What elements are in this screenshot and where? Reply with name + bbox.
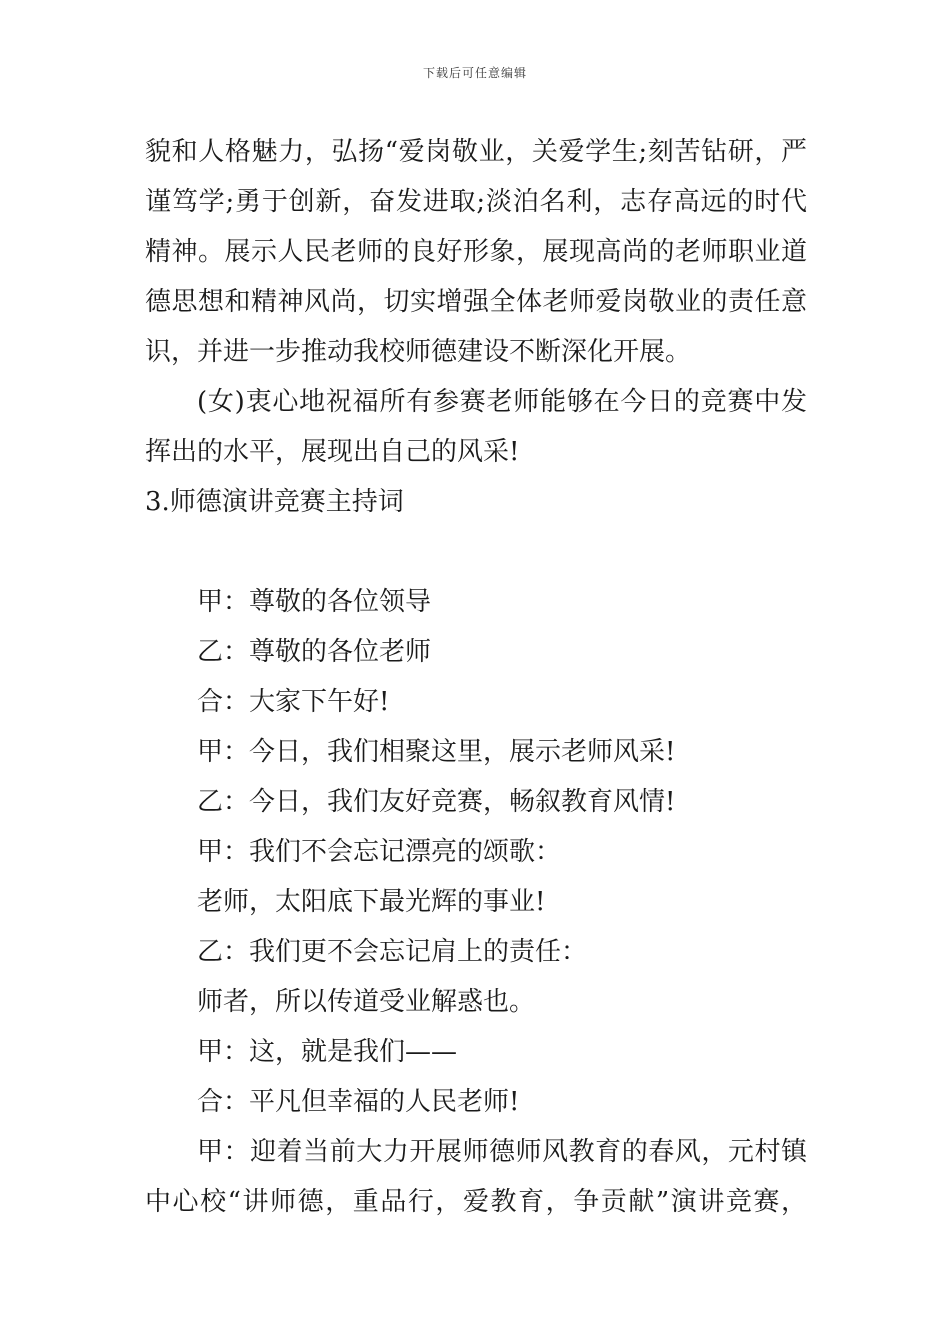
- text-line: 甲：迎着当前大力开展师德师风教育的春风，元村镇: [197, 1137, 807, 1167]
- text-line: 中心校“讲师德，重品行，爱教育，争贡献”演讲竞赛，: [145, 1187, 807, 1217]
- dialogue-line: 乙：尊敬的各位老师: [197, 637, 432, 667]
- dialogue-list: [145, 577, 807, 1127]
- dialogue-line: 老师，太阳底下最光辉的事业!: [197, 887, 546, 917]
- paragraph-competition-intro: [145, 1127, 807, 1227]
- text-line: 挥出的水平，展现出自己的风采!: [145, 437, 520, 467]
- dialogue-line: 甲：尊敬的各位领导: [197, 587, 432, 617]
- dialogue-line: 甲：我们不会忘记漂亮的颂歌：: [197, 837, 562, 867]
- dialogue-line: 甲：今日，我们相聚这里，展示老师风采!: [197, 737, 676, 767]
- text-line: (女)衷心地祝福所有参赛老师能够在今日的竞赛中发: [197, 387, 807, 417]
- paragraph-blessing: [145, 377, 807, 477]
- text-line: 德思想和精神风尚，切实增强全体老师爱岗敬业的责任意: [145, 287, 807, 317]
- text-line: 识，并进一步推动我校师德建设不断深化开展。: [145, 337, 692, 367]
- dialogue-line: 合：大家下午好!: [197, 687, 390, 717]
- text-line: 谨笃学;勇于创新，奋发进取;淡泊名利，志存高远的时代: [145, 187, 807, 217]
- section-title: 3.师德演讲竞赛主持词: [145, 487, 404, 517]
- paragraph-closing-remarks: [145, 127, 807, 377]
- dialogue-line: 合：平凡但幸福的人民老师!: [197, 1087, 520, 1117]
- dialogue-line: 乙：我们更不会忘记肩上的责任：: [197, 937, 588, 967]
- page-header: 下载后可任意编辑: [422, 66, 527, 80]
- document-body: [145, 127, 807, 1227]
- text-line: 貌和人格魅力，弘扬“爱岗敬业，关爱学生;刻苦钻研，严: [145, 137, 807, 167]
- text-line: 精神。展示人民老师的良好形象，展现高尚的老师职业道: [145, 237, 807, 267]
- blank-line: [145, 527, 807, 577]
- dialogue-line: 乙：今日，我们友好竞赛，畅叙教育风情!: [197, 787, 676, 817]
- dialogue-line: 师者，所以传道受业解惑也。: [197, 987, 536, 1017]
- dialogue-line: 甲：这，就是我们——: [197, 1037, 458, 1067]
